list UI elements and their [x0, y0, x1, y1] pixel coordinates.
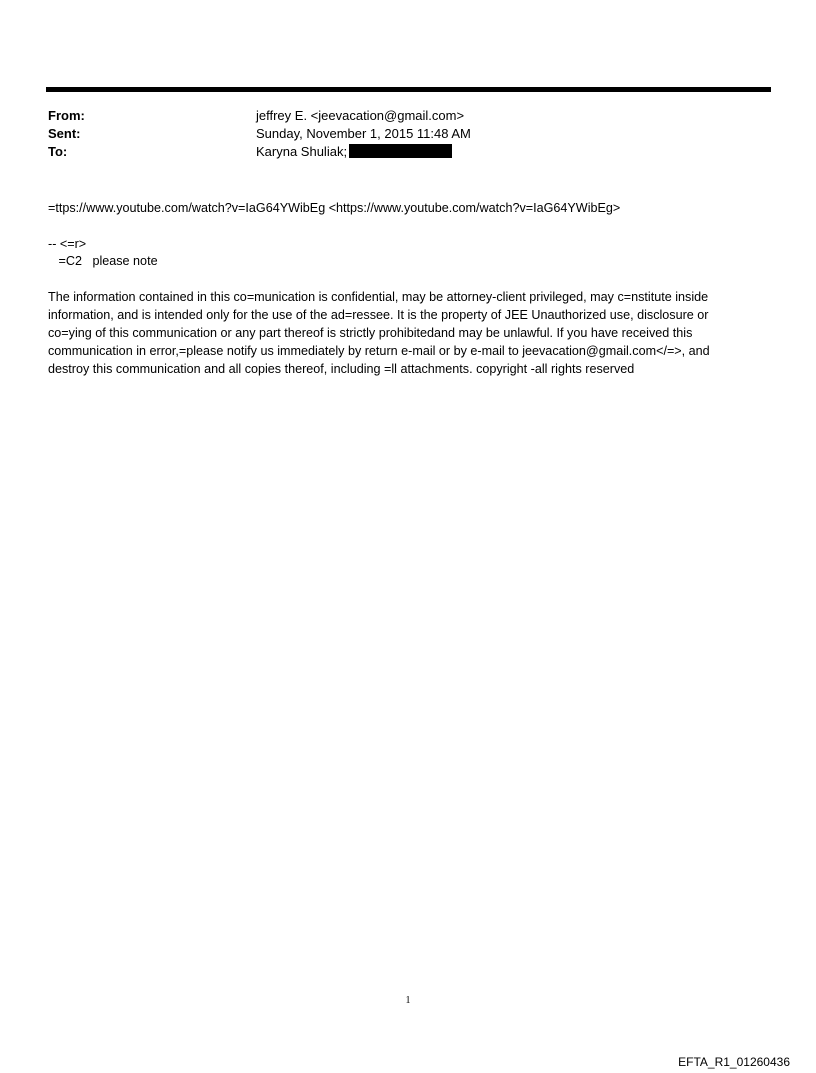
header-rule: [46, 87, 771, 92]
disclaimer-line: information, and is intended only for the use of the ad=ressee. It is the property of JEE Unauthorized use, disclosure or: [48, 308, 709, 322]
page-number: 1: [405, 995, 411, 1006]
disclaimer-line: The information contained in this co=munication is confidential, may be attorney-client privileged, may c=nstitute inside: [48, 290, 709, 304]
confidentiality-disclaimer: [48, 288, 788, 378]
document-id: EFTA_R1_01260436: [678, 1055, 790, 1069]
from-label: From:: [48, 108, 85, 123]
from-value: jeffrey E. <jeevacation@gmail.com>: [256, 108, 465, 123]
disclaimer-line: co=ying of this communication or any part thereof is strictly prohibitedand may be unlawful. If you have received this: [48, 326, 693, 340]
link-line: =ttps://www.youtube.com/watch?v=IaG64YWibEg <https://www.youtube.com/watch?v=IaG64YWibEg>: [48, 201, 621, 215]
sent-value: Sunday, November 1, 2015 11:48 AM: [256, 126, 471, 141]
sent-label: Sent:: [48, 126, 81, 141]
signature-line-1: -- <=r>: [48, 237, 87, 251]
disclaimer-line: communication in error,=please notify us immediately by return e-mail or by e-mail to jeevacation@gmail.com</=>, and: [48, 344, 710, 358]
disclaimer-line: destroy this communication and all copies thereof, including =ll attachments. copyright -all rights reserved: [48, 362, 635, 376]
signature-line-2: =C2 please note: [48, 254, 158, 268]
redaction-box: [349, 144, 452, 158]
to-value: Karyna Shuliak;: [256, 144, 348, 159]
to-field: [256, 144, 452, 160]
to-label: To:: [48, 144, 68, 159]
